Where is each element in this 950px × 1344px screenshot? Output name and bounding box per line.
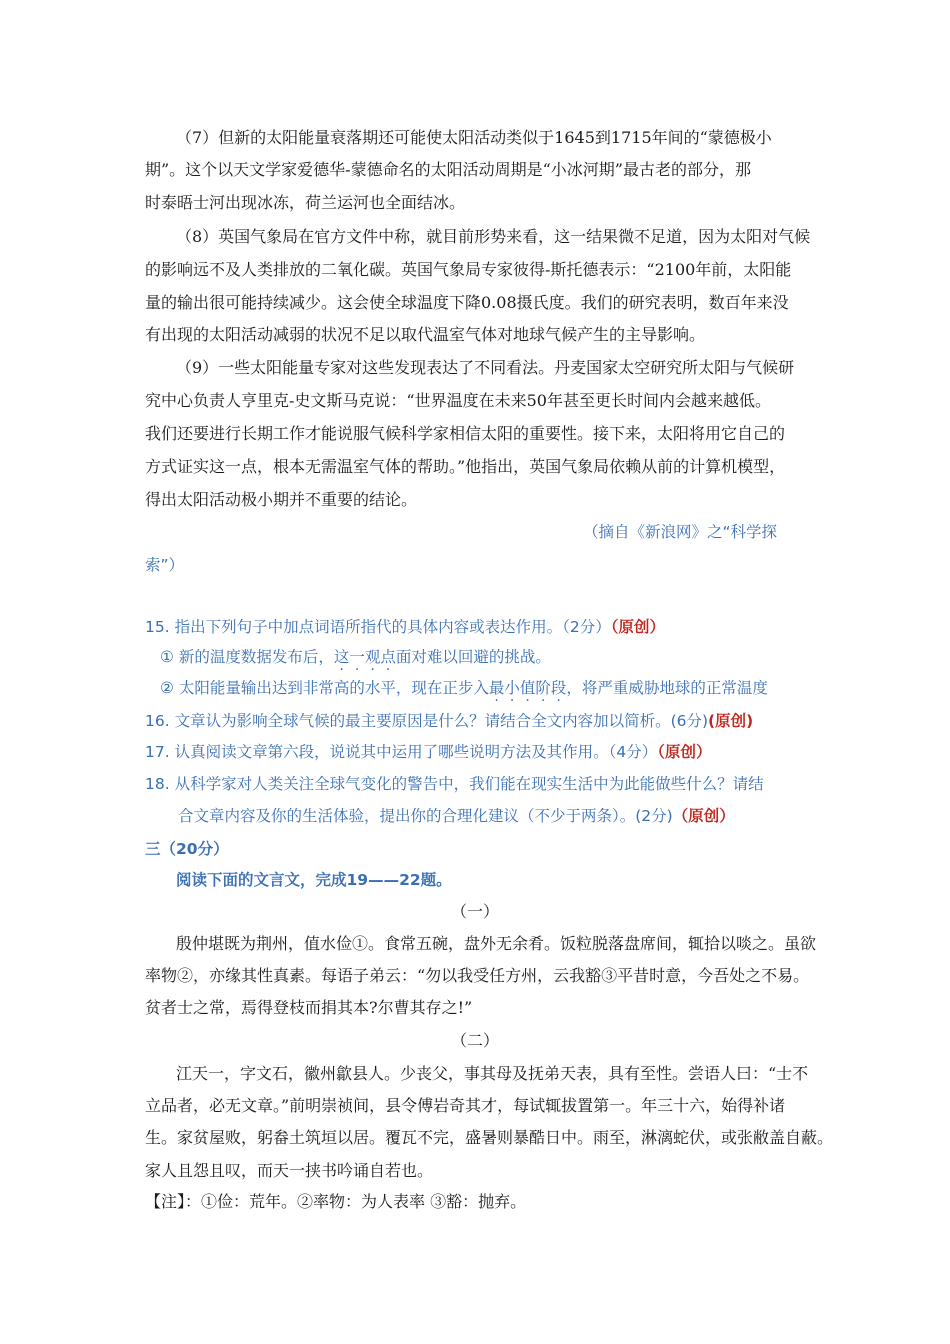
passage-p9-line-1: （9）一些太阳能量专家对这些发现表达了不同看法。丹麦国家太空研究所太阳与气候研: [176, 358, 795, 377]
part-2-line-1: 江天一，字文石，徽州歙县人。少丧父，事其母及抚弟天表，具有至性。尝语人曰：“士不: [176, 1064, 809, 1083]
section-3-heading: 三（20分）: [145, 840, 229, 858]
source-line-2: 索”）: [145, 556, 185, 574]
part-1-line-1: 殷仲堪既为荆州，值水俭①。食常五碗，盘外无余肴。饭粒脱落盘席间，辄拾以啖之。虽欲: [176, 934, 817, 953]
question-16-tag: (原创): [708, 712, 754, 730]
emphasis-char: 一: [349, 648, 365, 666]
passage-p9-line-2: 究中心负责人亨里克-史文斯马克说：“世界温度在未来50年甚至更长时间内会越来越低。: [145, 391, 771, 410]
emphasis-char: 观: [364, 648, 381, 666]
passage-p8-line-2: 的影响远不及人类排放的二氧化碳。英国气象局专家彼得-斯托德表示：“2100年前，太阳能: [145, 260, 792, 279]
emphasis-char: 点: [380, 648, 396, 666]
part-2-line-4: 家人且怨且叹，而天一挟书吟诵自若也。: [145, 1161, 434, 1180]
q15-item2-dotted-word: [489, 679, 567, 697]
annotation-note: 【注】：①俭：荒年。②率物：为人表率 ③豁：抛弃。: [145, 1192, 527, 1211]
q15-item1-dotted-word: [334, 648, 396, 666]
question-17-tag: （原创）: [657, 743, 712, 761]
passage-p9-line-4: 方式证实这一点，根本无需温室气体的帮助。”他指出，英国气象局依赖从前的计算机模型，: [145, 457, 786, 476]
passage-p8-line-4: 有出现的太阳活动减弱的状况不足以取代温室气体对地球气候产生的主导影响。: [145, 325, 706, 344]
question-15: [145, 617, 665, 637]
question-15-item-2: [160, 678, 768, 698]
source-line-1: （摘自《新浪网》之“科学探: [583, 523, 778, 541]
question-17: [145, 742, 711, 762]
passage-p9-line-5: 得出太阳活动极小期并不重要的结论。: [145, 490, 418, 509]
question-18-line-1: 18. 从科学家对人类关注全球气变化的警告中，我们能在现实生活中为此能做些什么？请结: [145, 775, 764, 793]
part-1-line-2: 率物②，亦缘其性真素。每语子弟云：“勿以我受任方州，云我豁③平昔时意，今吾处之不易。: [145, 966, 810, 985]
emphasis-char: 小: [504, 679, 520, 697]
question-18-text: 合文章内容及你的生活体验，提出你的合理化建议（不少于两条）。(2分): [178, 807, 673, 825]
section-3-instruction: 阅读下面的文言文，完成19——22题。: [176, 871, 452, 889]
passage-p7-line-1: （7）但新的太阳能量衰落期还可能使太阳活动类似于1645到1715年间的“蒙德极小: [176, 128, 772, 147]
q15-item1-pre: ① 新的温度数据发布后，: [160, 648, 334, 666]
question-16: [145, 711, 753, 731]
passage-p8-line-3: 量的输出很可能持续减少。这会使全球温度下降0.08摄氏度。我们的研究表明，数百年来没: [145, 293, 789, 312]
question-17-text: 17. 认真阅读文章第六段，说说其中运用了哪些说明方法及其作用。（4分）: [145, 743, 658, 761]
part-1-title: （一）: [450, 902, 499, 921]
passage-p7-line-2: 期”。这个以天文学家爱德华-蒙德命名的太阳活动周期是“小冰河期”最古老的部分，那: [145, 160, 751, 179]
part-2-line-3: 生。家贫屋败，躬畚土筑垣以居。覆瓦不完，盛暑则暴酷日中。雨至，淋漓蛇伏，或张敝盖自蔽。: [145, 1128, 834, 1147]
question-15-tag: （原创）: [610, 618, 665, 636]
passage-p9-line-3: 我们还要进行长期工作才能说服气候科学家相信太阳的重要性。接下来，太阳将用它自己的: [145, 424, 786, 443]
part-2-title: （二）: [450, 1031, 499, 1050]
emphasis-char: 段: [550, 679, 567, 697]
q15-item1-post: 面对难以回避的挑战。: [395, 648, 551, 666]
question-18-tag: （原创）: [672, 807, 735, 825]
q15-item2-pre: ② 太阳能量输出达到非常高的水平，现在正步入: [160, 679, 489, 697]
part-1-line-3: 贫者士之常，焉得登枝而捐其本?尔曹其存之!”: [145, 998, 473, 1017]
emphasis-char: 阶: [535, 679, 551, 697]
part-2-line-2: 立品者，必无文章。”前明崇祯间，县令傅岩奇其才，每试辄拔置第一。年三十六，始得补诸: [145, 1096, 786, 1115]
passage-p7-line-3: 时泰晤士河出现冰冻，荷兰运河也全面结冰。: [145, 193, 466, 212]
question-18-line-2: [178, 806, 735, 826]
question-16-text: 16. 文章认为影响全球气候的最主要原因是什么？请结合全文内容加以简析。(6分): [145, 712, 709, 730]
question-15-item-1: [160, 647, 551, 667]
emphasis-char: 最: [488, 679, 505, 697]
emphasis-char: 值: [519, 679, 536, 697]
q15-item2-post: ，将严重威胁地球的正常温度: [566, 679, 768, 697]
passage-p8-line-1: （8）英国气象局在官方文件中称，就目前形势来看，这一结果微不足道，因为太阳对气候: [176, 227, 811, 246]
emphasis-char: 这: [333, 648, 350, 666]
question-15-text: 15. 指出下列句子中加点词语所指代的具体内容或表达作用。（2分）: [145, 618, 611, 636]
